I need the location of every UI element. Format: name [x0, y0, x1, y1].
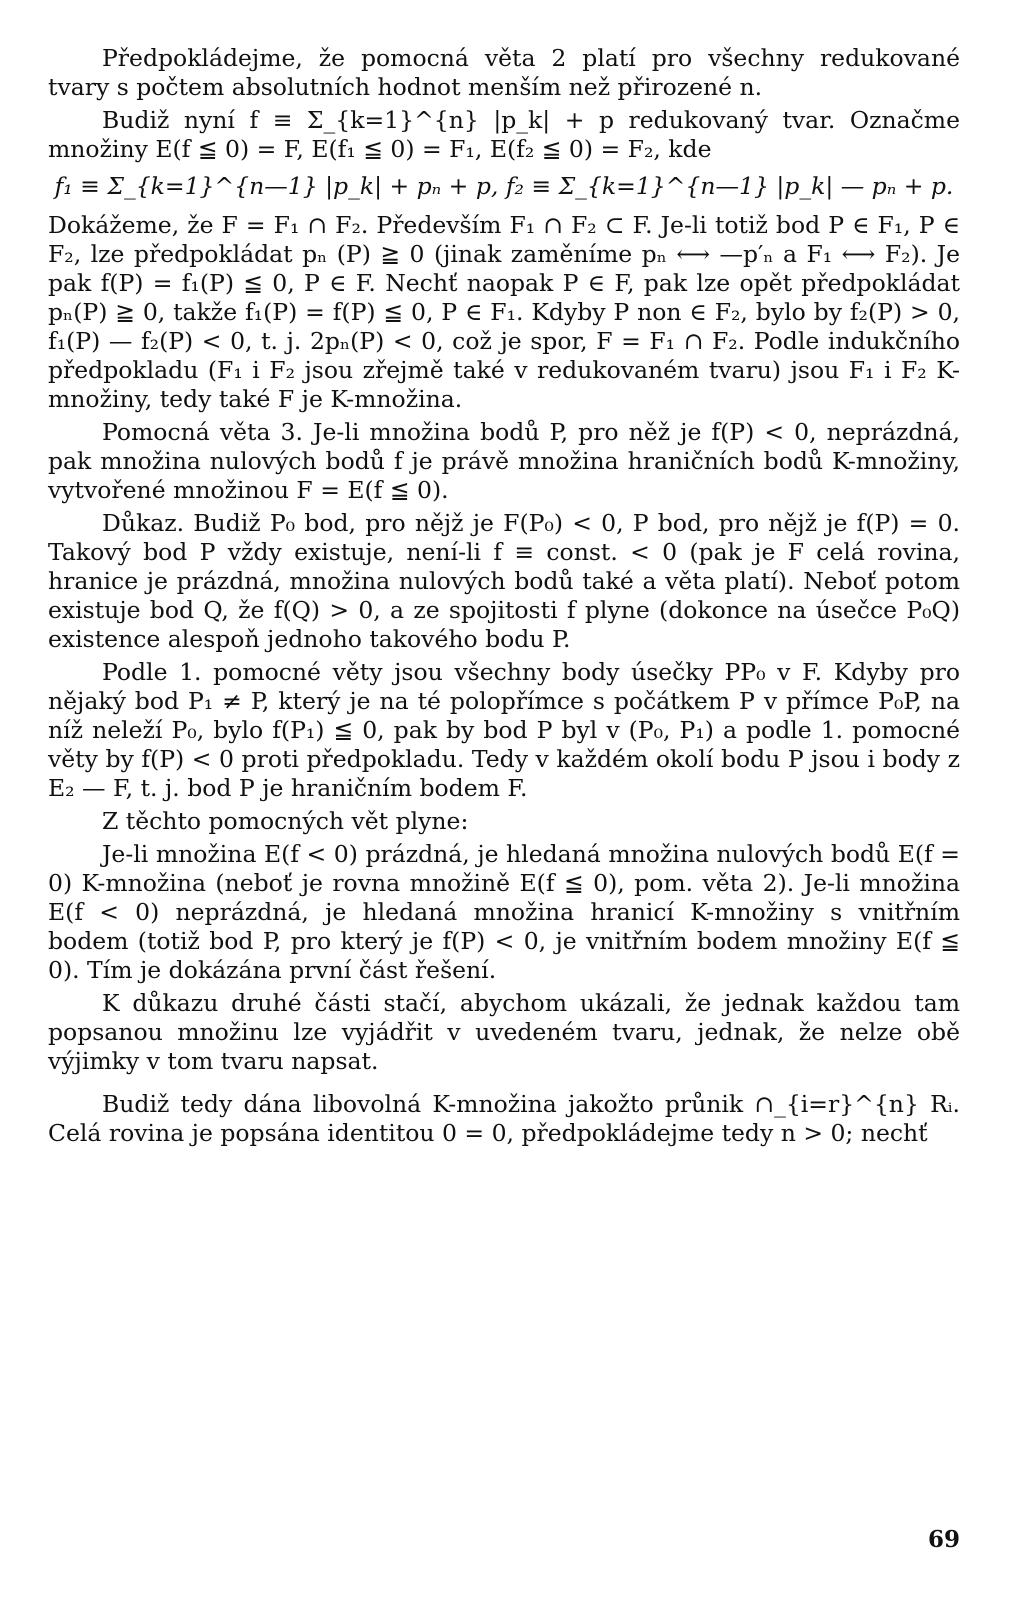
paragraph-lemma-3: Pomocná věta 3. Je-li množina bodů P, pro něž je f(P) < 0, neprázdná, pak množina nulových bodů f je právě množina hraničních bodů K-množiny, vytvořené množinou F = E(f ≦ 0). — [48, 418, 960, 504]
paragraph-1: Předpokládejme, že pomocná věta 2 platí pro všechny redukované tvary s počtem absolutních hodnot menším než přirozené n. — [48, 44, 960, 101]
display-formula: f₁ ≡ Σ_{k=1}^{n—1} |p_k| + pₙ + p, f₂ ≡ Σ_{k=1}^{n—1} |p_k| — pₙ + p. — [54, 172, 954, 200]
paragraph-6: Z těchto pomocných vět plyne: — [102, 807, 469, 835]
paragraph-9: Budiž tedy dána libovolná K-množina jakožto průnik ∩_{i=r}^{n} Rᵢ. Celá rovina je popsána identitou 0 = 0, předpokládejme tedy n > 0; nechť — [48, 1090, 960, 1147]
paragraph-7: Je-li množina E(f < 0) prázdná, je hledaná množina nulových bodů E(f = 0) K-množina (neboť je rovna množině E(f ≦ 0), pom. věta 2). Je-li množina E(f < 0) neprázdná, je hledaná množina hranicí K-množiny s vnitřním bodem (totiž bod P, pro který je f(P) < 0, je vnitřním bodem množiny E(f ≦ 0). Tím je dokázána první část řešení. — [48, 840, 960, 984]
paragraph-proof: Důkaz. Budiž P₀ bod, pro nějž je F(P₀) < 0, P bod, pro nějž je f(P) = 0. Takový bod P vždy existuje, není-li f ≡ const. < 0 (pak je F celá rovina, hranice je prázdná, množina nulových bodů také a věta platí). Neboť potom existuje bod Q, že f(Q) > 0, a ze spojitosti f plyne (dokonce na úsečce P₀Q) existence alespoň jednoho takového bodu P. — [48, 509, 960, 653]
paragraph-2: Budiž nyní f ≡ Σ_{k=1}^{n} |p_k| + p redukovaný tvar. Označme množiny E(f ≦ 0) = F, E(f₁ ≦ 0) = F₁, E(f₂ ≦ 0) = F₂, kde — [48, 106, 960, 163]
paragraph-3: Dokážeme, že F = F₁ ∩ F₂. Především F₁ ∩ F₂ ⊂ F. Je-li totiž bod P ∈ F₁, P ∈ F₂, lze předpokládat pₙ (P) ≧ 0 (jinak zaměníme pₙ ⟷ —p′ₙ a F₁ ⟷ F₂). Je pak f(P) = f₁(P) ≦ 0, P ∈ F. Nechť naopak P ∈ F, pak lze opět předpokládat pₙ(P) ≧ 0, takže f₁(P) = f(P) ≦ 0, P ∈ F₁. Kdyby P non ∈ F₂, bylo by f₂(P) > 0, f₁(P) — f₂(P) < 0, t. j. 2pₙ(P) < 0, což je spor, F = F₁ ∩ F₂. Podle indukčního předpokladu (F₁ i F₂ jsou zřejmě také v redukovaném tvaru) jsou F₁ i F₂ K-množiny, tedy také F je K-množina. — [48, 211, 960, 413]
paragraph-5: Podle 1. pomocné věty jsou všechny body úsečky PP₀ v F. Kdyby pro nějaký bod P₁ ≠ P, který je na té polopřímce s počátkem P v přímce P₀P, na níž neleží P₀, bylo f(P₁) ≦ 0, pak by bod P byl v (P₀, P₁) a podle 1. pomocné věty by f(P) < 0 proti předpokladu. Tedy v každém okolí bodu P jsou i body z E₂ — F, t. j. bod P je hraničním bodem F. — [48, 658, 960, 802]
page-body — [48, 44, 960, 1574]
page-number: 69 — [927, 1526, 960, 1553]
paragraph-8: K důkazu druhé části stačí, abychom ukázali, že jednak každou tam popsanou množinu lze vyjádřit v uvedeném tvaru, jednak, že nelze obě výjimky v tom tvaru napsat. — [48, 989, 960, 1075]
